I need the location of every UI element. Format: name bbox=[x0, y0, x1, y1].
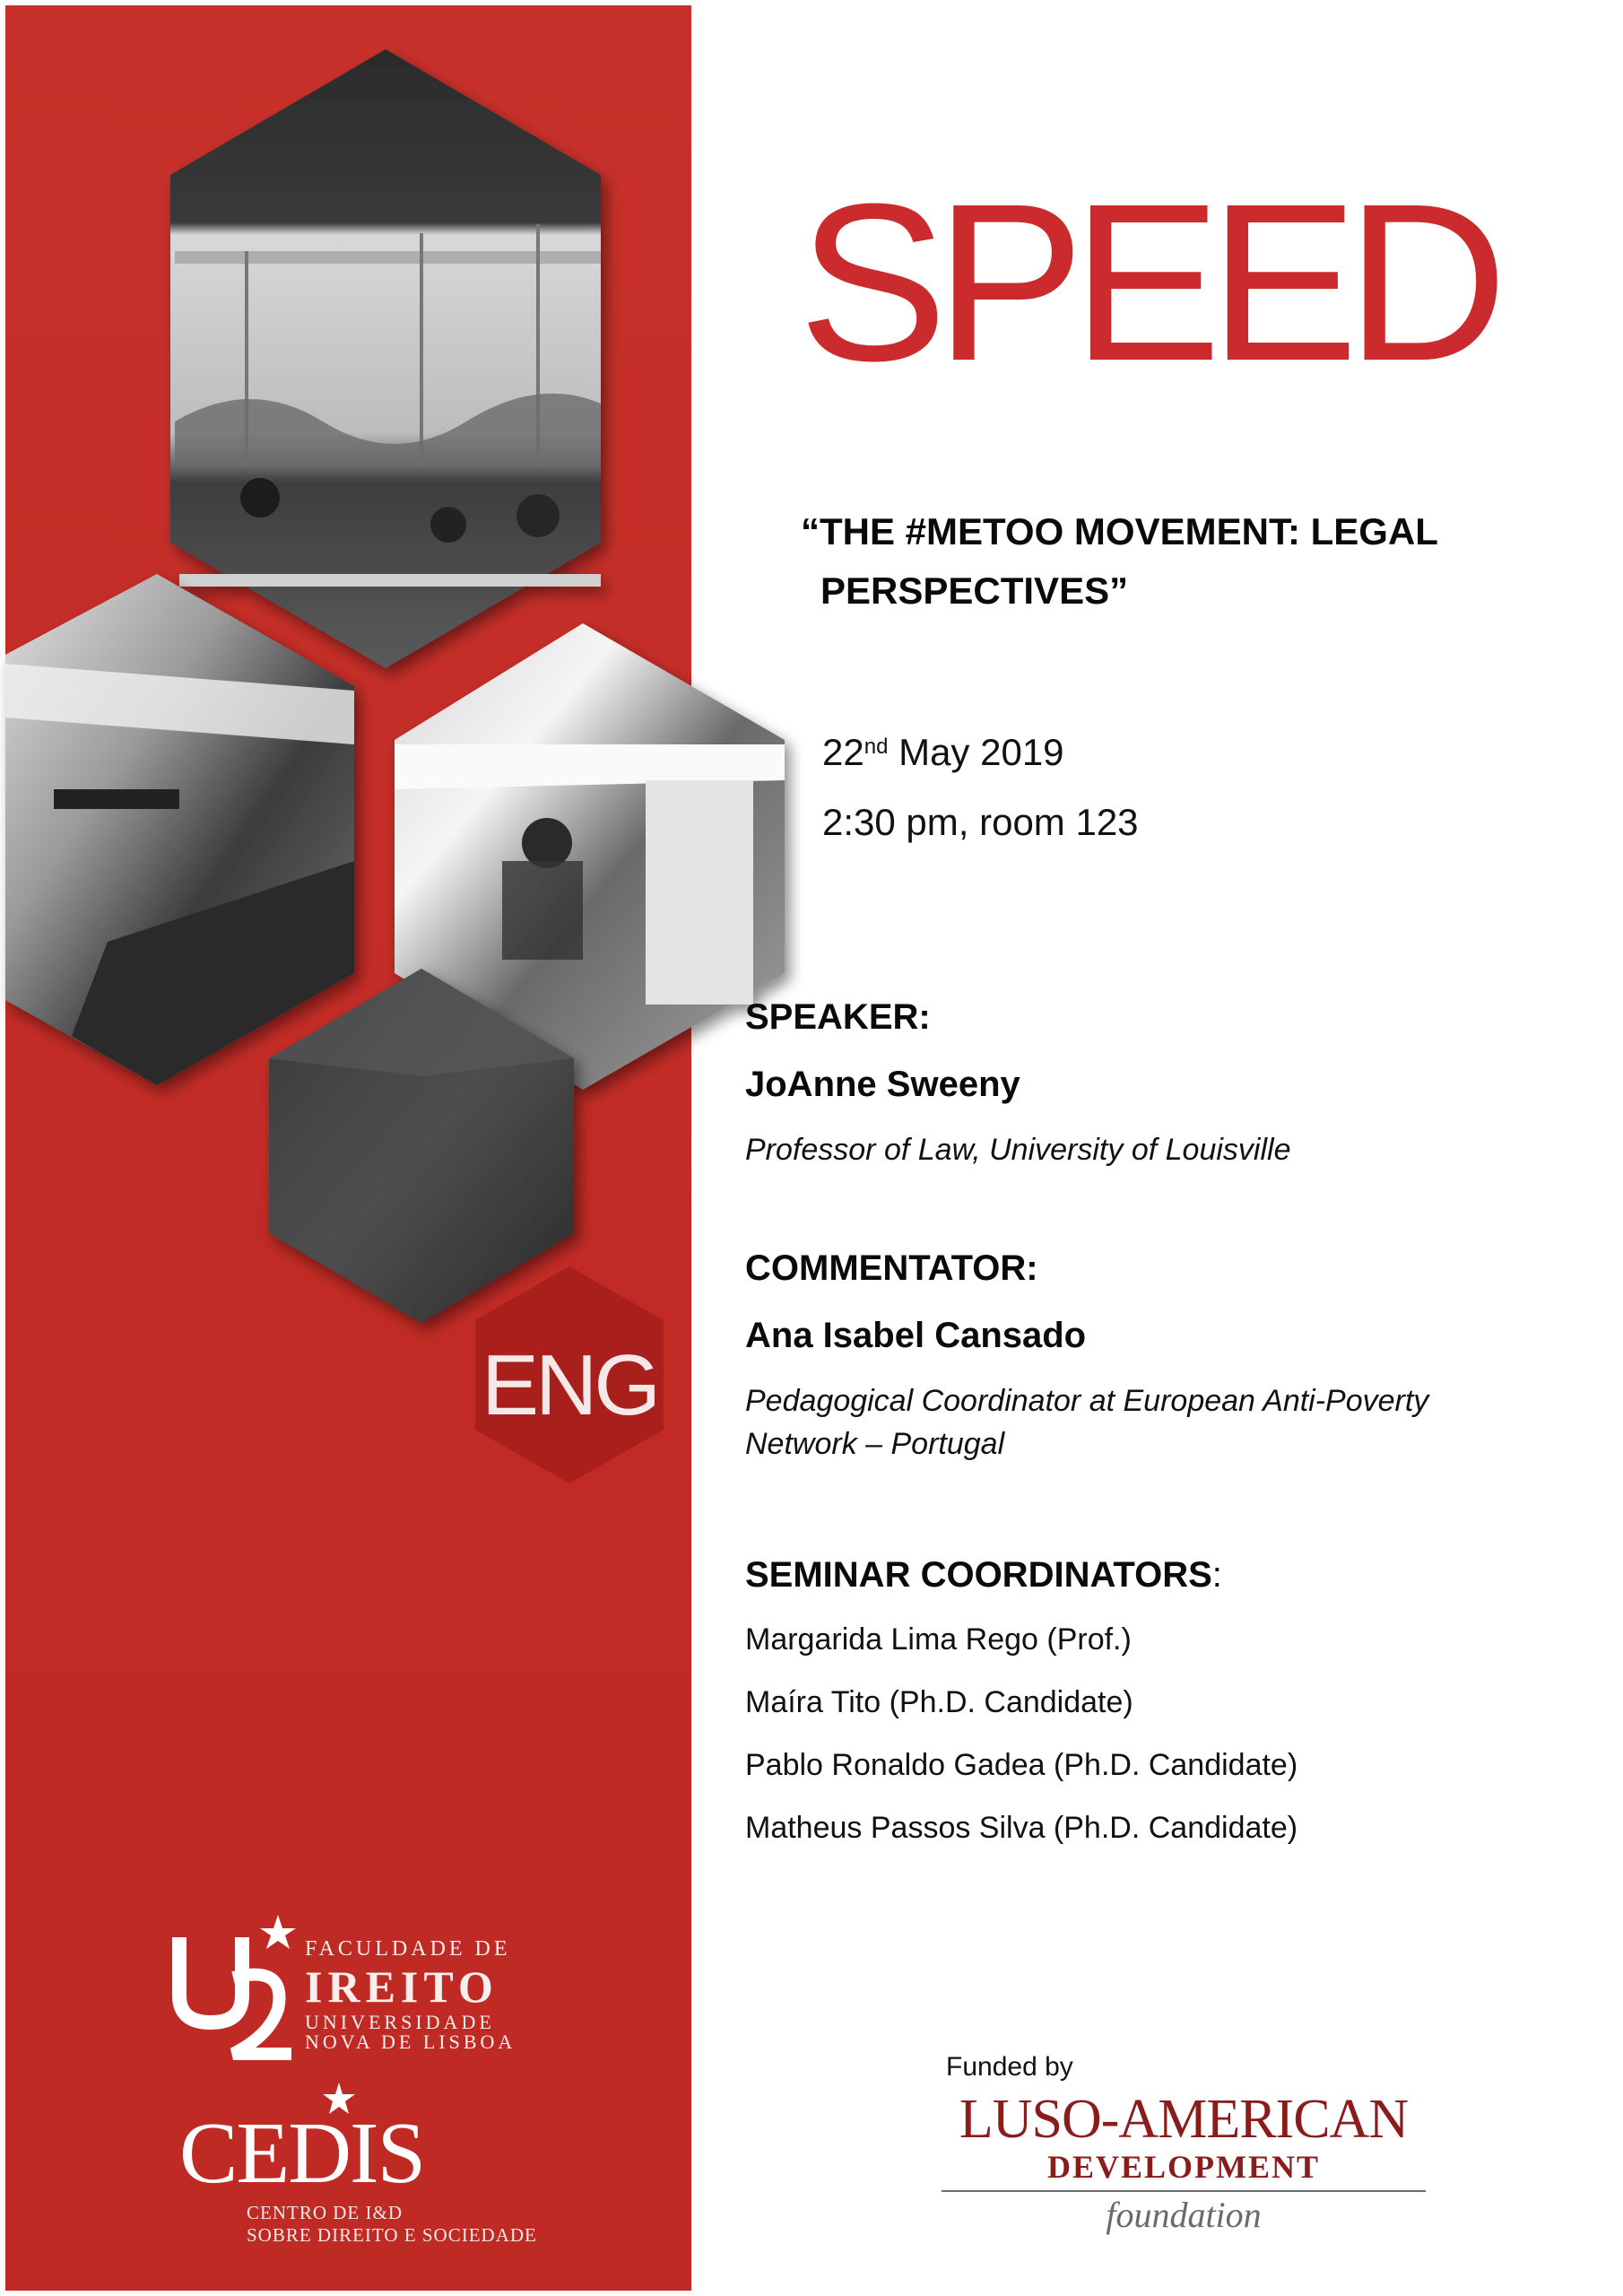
coordinator-item: Pablo Ronaldo Gadea (Ph.D. Candidate) bbox=[745, 1748, 1298, 1782]
logo-divider bbox=[942, 2190, 1426, 2192]
event-date-time bbox=[822, 718, 1139, 857]
luso-american-logo: LUSO-AMERICAN DEVELOPMENT foundation bbox=[942, 2092, 1426, 2233]
coordinators-list bbox=[745, 1608, 1552, 1859]
commentator-name: Ana Isabel Cansado bbox=[745, 1316, 1087, 1355]
talk-title bbox=[801, 502, 1590, 621]
speaker-role: Professor of Law, University of Louisville bbox=[745, 1133, 1291, 1167]
funded-by-label: Funded by bbox=[946, 2052, 1073, 2082]
commentator-heading: COMMENTATOR: bbox=[745, 1248, 1038, 1288]
commentator-role: Pedagogical Coordinator at European Anti-Poverty Network – Portugal bbox=[745, 1384, 1429, 1461]
coordinator-item: Margarida Lima Rego (Prof.) bbox=[745, 1622, 1132, 1657]
institution-logos: FACULDADE DE IREITO UNIVERSIDADE NOVA DE LISBOA CEDIS CENTRO DE I&D SOBRE DIREITO E SOCIEDADE bbox=[170, 1910, 547, 2269]
speaker-heading: SPEAKER: bbox=[745, 997, 931, 1037]
series-title: SPEED bbox=[798, 157, 1496, 407]
talk-title-line2: PERSPECTIVES” bbox=[820, 570, 1129, 612]
coordinators-section bbox=[745, 1555, 1552, 1859]
event-time-room: 2:30 pm, room 123 bbox=[822, 801, 1139, 843]
faculdade-emblem-icon bbox=[170, 1910, 305, 2085]
talk-title-line1: “THE #METOO MOVEMENT: LEGAL bbox=[801, 510, 1438, 552]
speaker-section bbox=[745, 997, 1552, 1171]
coordinators-heading: SEMINAR COORDINATORS: bbox=[745, 1555, 1222, 1595]
hexagon-photo-collage bbox=[0, 0, 807, 1525]
language-badge: ENG bbox=[481, 1337, 658, 1433]
speaker-name: JoAnne Sweeny bbox=[745, 1065, 1020, 1104]
photo-hexagon-top bbox=[170, 49, 601, 668]
commentator-section bbox=[745, 1248, 1552, 1465]
coordinator-item: Matheus Passos Silva (Ph.D. Candidate) bbox=[745, 1811, 1298, 1845]
photo-hexagon-left bbox=[5, 574, 354, 1085]
coordinator-item: Maíra Tito (Ph.D. Candidate) bbox=[745, 1685, 1133, 1719]
cedis-star-icon bbox=[321, 2081, 357, 2117]
event-date: 22nd May 2019 bbox=[822, 731, 1064, 773]
